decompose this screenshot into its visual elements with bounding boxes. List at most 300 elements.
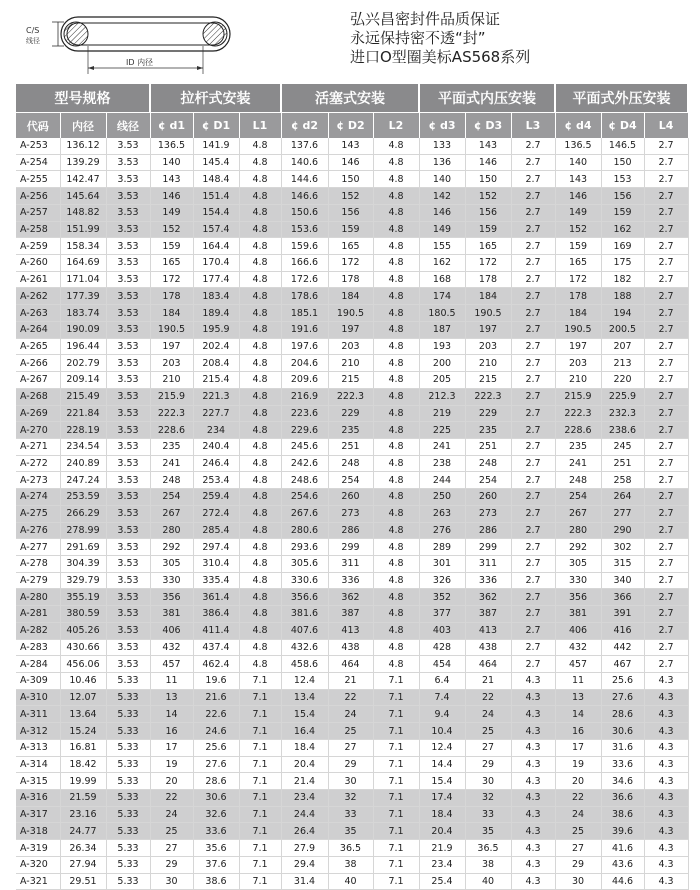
table-cell: 215 (465, 372, 511, 389)
table-cell: 4.8 (239, 305, 281, 322)
table-cell: 3.53 (106, 522, 150, 539)
table-cell: 4.8 (373, 238, 419, 255)
table-cell: 150 (465, 171, 511, 188)
table-cell: 2.7 (644, 204, 688, 221)
table-cell: 2.7 (511, 171, 555, 188)
table-cell: 13 (555, 689, 601, 706)
column-header: 代码 (16, 113, 60, 139)
table-cell: 311 (328, 555, 373, 572)
table-cell: A-282 (16, 622, 60, 639)
table-cell: 24.6 (193, 723, 239, 740)
table-cell: 24 (328, 706, 373, 723)
table-cell: A-277 (16, 539, 60, 556)
cs-label: C/S (26, 26, 40, 35)
table-cell: 31.4 (281, 873, 328, 890)
column-header: 线径 (106, 113, 150, 139)
table-cell: 30 (328, 773, 373, 790)
table-cell: 207 (601, 338, 644, 355)
table-cell: A-279 (16, 572, 60, 589)
table-cell: A-319 (16, 840, 60, 857)
table-row (16, 505, 688, 522)
table-cell: 4.8 (239, 355, 281, 372)
table-cell: 336 (328, 572, 373, 589)
table-cell: 4.8 (239, 505, 281, 522)
table-cell: 215.9 (555, 388, 601, 405)
table-cell: 213 (601, 355, 644, 372)
table-cell: 234 (193, 422, 239, 439)
table-cell: 4.8 (373, 555, 419, 572)
table-cell: 254.6 (281, 489, 328, 506)
table-cell: 4.8 (239, 639, 281, 656)
table-cell: 4.3 (511, 739, 555, 756)
oring-cross-section-diagram (8, 8, 248, 78)
table-cell: 3.53 (106, 388, 150, 405)
table-cell: A-318 (16, 823, 60, 840)
column-header: ¢ d3 (419, 113, 465, 139)
table-cell: 403 (419, 622, 465, 639)
table-cell: 4.8 (373, 188, 419, 205)
table-cell: 267 (150, 505, 193, 522)
table-cell: 4.8 (373, 589, 419, 606)
table-cell: 241 (150, 455, 193, 472)
table-cell: 254 (465, 472, 511, 489)
table-cell: 178 (555, 288, 601, 305)
table-cell: 4.8 (239, 238, 281, 255)
table-cell: 242.6 (281, 455, 328, 472)
table-cell: 3.53 (106, 555, 150, 572)
table-cell: 3.53 (106, 589, 150, 606)
table-cell: A-284 (16, 656, 60, 673)
table-cell: 2.7 (644, 388, 688, 405)
table-cell: 43.6 (601, 856, 644, 873)
table-cell: A-311 (16, 706, 60, 723)
table-cell: 203 (328, 338, 373, 355)
table-cell: 3.53 (106, 188, 150, 205)
table-cell: 278.99 (60, 522, 106, 539)
table-cell: 12.4 (281, 673, 328, 690)
table-cell: 21 (465, 673, 511, 690)
table-cell: 16.4 (281, 723, 328, 740)
table-cell: 4.8 (373, 472, 419, 489)
table-cell: 2.7 (511, 639, 555, 656)
table-cell: 3.53 (106, 221, 150, 238)
table-cell: 25 (555, 823, 601, 840)
table-cell: A-283 (16, 639, 60, 656)
table-cell: 2.7 (511, 606, 555, 623)
table-cell: 2.7 (511, 539, 555, 556)
table-cell: 26.4 (281, 823, 328, 840)
table-cell: 22 (555, 790, 601, 807)
table-cell: 4.8 (373, 154, 419, 171)
table-cell: 4.3 (644, 756, 688, 773)
table-cell: 263 (419, 505, 465, 522)
table-cell: 16.81 (60, 739, 106, 756)
table-cell: A-312 (16, 723, 60, 740)
table-cell: 245 (601, 438, 644, 455)
table-cell: 7.4 (419, 689, 465, 706)
group-header: 型号规格 (16, 84, 150, 113)
table-cell: 2.7 (644, 188, 688, 205)
table-cell: A-269 (16, 405, 60, 422)
table-cell: 190.5 (150, 321, 193, 338)
table-row (16, 154, 688, 171)
table-cell: 178.6 (281, 288, 328, 305)
table-cell: 148.4 (193, 171, 239, 188)
table-cell: 31.6 (601, 739, 644, 756)
table-cell: 203 (150, 355, 193, 372)
table-cell: 438 (328, 639, 373, 656)
table-cell: 245.6 (281, 438, 328, 455)
table-cell: 362 (328, 589, 373, 606)
table-cell: 4.8 (239, 288, 281, 305)
table-cell: 12.07 (60, 689, 106, 706)
table-cell: 2.7 (644, 505, 688, 522)
table-cell: 5.33 (106, 673, 150, 690)
table-cell: 7.1 (373, 706, 419, 723)
table-cell: 222.3 (150, 405, 193, 422)
table-cell: 2.7 (511, 622, 555, 639)
table-row (16, 606, 688, 623)
table-cell: 37.6 (193, 856, 239, 873)
table-cell: 4.8 (373, 221, 419, 238)
table-row (16, 572, 688, 589)
table-cell: 305.6 (281, 555, 328, 572)
table-cell: 146 (150, 188, 193, 205)
table-cell: A-263 (16, 305, 60, 322)
table-cell: 2.7 (644, 572, 688, 589)
table-cell: A-320 (16, 856, 60, 873)
table-cell: 18.4 (281, 739, 328, 756)
table-cell: 164.4 (193, 238, 239, 255)
table-cell: 2.7 (511, 321, 555, 338)
table-cell: 264 (601, 489, 644, 506)
table-cell: 3.53 (106, 422, 150, 439)
table-cell: 146.6 (281, 188, 328, 205)
table-cell: A-272 (16, 455, 60, 472)
table-cell: 362 (465, 589, 511, 606)
table-cell: 159 (150, 238, 193, 255)
column-header: ¢ D4 (601, 113, 644, 139)
table-cell: 2.7 (644, 422, 688, 439)
table-cell: 17 (555, 739, 601, 756)
table-cell: 260 (465, 489, 511, 506)
table-cell: 352 (419, 589, 465, 606)
table-row (16, 271, 688, 288)
table-cell: 4.3 (644, 806, 688, 823)
table-cell: 21.4 (281, 773, 328, 790)
table-cell: 438 (465, 639, 511, 656)
table-cell: 27.9 (281, 840, 328, 857)
group-header: 活塞式安装 (281, 84, 419, 113)
table-cell: 29 (465, 756, 511, 773)
table-cell: 4.8 (373, 204, 419, 221)
table-cell: 432 (150, 639, 193, 656)
table-cell: 19.6 (193, 673, 239, 690)
column-header: ¢ d4 (555, 113, 601, 139)
column-header: ¢ D2 (328, 113, 373, 139)
table-cell: 2.7 (644, 539, 688, 556)
table-cell: 196.44 (60, 338, 106, 355)
table-cell: 356.6 (281, 589, 328, 606)
table-cell: 4.8 (239, 472, 281, 489)
table-cell: 28.6 (601, 706, 644, 723)
column-header-row (16, 113, 688, 139)
table-cell: 454 (419, 656, 465, 673)
table-cell: 7.1 (373, 806, 419, 823)
table-cell: 219 (419, 405, 465, 422)
table-cell: 4.8 (239, 555, 281, 572)
table-cell: 280 (150, 522, 193, 539)
table-cell: 18.42 (60, 756, 106, 773)
table-cell: 24 (150, 806, 193, 823)
table-cell: 2.7 (511, 204, 555, 221)
table-row (16, 622, 688, 639)
table-cell: 27.6 (601, 689, 644, 706)
table-cell: 3.53 (106, 572, 150, 589)
table-cell: 7.1 (239, 723, 281, 740)
table-cell: 146 (465, 154, 511, 171)
id-label: ID 内径 (126, 58, 154, 67)
table-cell: 5.33 (106, 756, 150, 773)
table-cell: 21.9 (419, 840, 465, 857)
table-cell: 209.14 (60, 372, 106, 389)
table-cell: 251 (328, 438, 373, 455)
table-cell: 228.19 (60, 422, 106, 439)
table-cell: 4.8 (373, 388, 419, 405)
table-cell: A-261 (16, 271, 60, 288)
table-cell: 21.59 (60, 790, 106, 807)
table-cell: 172 (150, 271, 193, 288)
table-cell: 3.53 (106, 639, 150, 656)
table-cell: 311 (465, 555, 511, 572)
table-cell: 209.6 (281, 372, 328, 389)
table-cell: 430.66 (60, 639, 106, 656)
table-body (16, 138, 688, 890)
table-cell: 148.82 (60, 204, 106, 221)
table-cell: 197 (150, 338, 193, 355)
table-cell: 225.9 (601, 388, 644, 405)
table-cell: 27 (150, 840, 193, 857)
table-cell: 2.7 (644, 438, 688, 455)
table-cell: 4.8 (239, 171, 281, 188)
table-cell: 13.4 (281, 689, 328, 706)
right-section-icon (203, 22, 227, 46)
table-cell: 22 (328, 689, 373, 706)
table-cell: 235 (328, 422, 373, 439)
table-row (16, 840, 688, 857)
table-cell: 299 (328, 539, 373, 556)
table-cell: 221.84 (60, 405, 106, 422)
table-cell: 39.6 (601, 823, 644, 840)
table-cell: 169 (601, 238, 644, 255)
table-cell: 2.7 (644, 622, 688, 639)
table-cell: 292 (555, 539, 601, 556)
table-row (16, 823, 688, 840)
table-cell: 154.4 (193, 204, 239, 221)
table-cell: 23.4 (281, 790, 328, 807)
table-cell: 10.4 (419, 723, 465, 740)
table-cell: 210 (150, 372, 193, 389)
table-cell: 2.7 (511, 355, 555, 372)
table-row (16, 388, 688, 405)
table-cell: 15.4 (281, 706, 328, 723)
table-cell: 152 (555, 221, 601, 238)
table-cell: 156 (601, 188, 644, 205)
column-header: L2 (373, 113, 419, 139)
table-cell: A-321 (16, 873, 60, 890)
table-cell: 22.6 (193, 706, 239, 723)
table-cell: A-260 (16, 255, 60, 272)
table-cell: A-259 (16, 238, 60, 255)
table-cell: 4.3 (511, 840, 555, 857)
table-cell: 335.4 (193, 572, 239, 589)
table-cell: 5.33 (106, 873, 150, 890)
table-cell: 30 (555, 873, 601, 890)
table-cell: 190.5 (328, 305, 373, 322)
table-cell: 21.6 (193, 689, 239, 706)
table-cell: 4.3 (511, 856, 555, 873)
table-cell: 4.8 (373, 321, 419, 338)
table-cell: 5.33 (106, 706, 150, 723)
table-cell: 144.6 (281, 171, 328, 188)
table-cell: 467 (601, 656, 644, 673)
table-cell: 4.8 (239, 271, 281, 288)
table-row (16, 355, 688, 372)
table-cell: 4.8 (239, 372, 281, 389)
table-cell: 377 (419, 606, 465, 623)
table-cell: A-264 (16, 321, 60, 338)
table-cell: 3.53 (106, 255, 150, 272)
table-cell: 2.7 (644, 154, 688, 171)
table-cell: 276 (419, 522, 465, 539)
table-cell: 165 (328, 238, 373, 255)
table-cell: 248.6 (281, 472, 328, 489)
table-cell: 292 (150, 539, 193, 556)
table-cell: 151.99 (60, 221, 106, 238)
table-row (16, 238, 688, 255)
table-cell: 299 (465, 539, 511, 556)
group-header: 拉杆式安装 (150, 84, 281, 113)
table-cell: A-257 (16, 204, 60, 221)
table-cell: 19.99 (60, 773, 106, 790)
table-cell: 361.4 (193, 589, 239, 606)
table-cell: 4.8 (239, 138, 281, 154)
table-cell: 142.47 (60, 171, 106, 188)
table-cell: 35 (328, 823, 373, 840)
table-row (16, 589, 688, 606)
table-row (16, 288, 688, 305)
table-cell: 142 (419, 188, 465, 205)
table-row (16, 321, 688, 338)
table-cell: 4.8 (239, 255, 281, 272)
table-cell: A-280 (16, 589, 60, 606)
table-cell: 6.4 (419, 673, 465, 690)
table-cell: 340 (601, 572, 644, 589)
table-cell: 7.1 (239, 840, 281, 857)
table-cell: 380.59 (60, 606, 106, 623)
table-cell: 366 (601, 589, 644, 606)
table-cell: 4.3 (511, 723, 555, 740)
table-cell: 136.5 (555, 138, 601, 154)
table-cell: A-313 (16, 739, 60, 756)
table-cell: 152 (465, 188, 511, 205)
table-cell: 3.53 (106, 622, 150, 639)
table-cell: 285.4 (193, 522, 239, 539)
table-cell: 4.8 (373, 606, 419, 623)
table-cell: 30.6 (601, 723, 644, 740)
table-cell: 38.6 (193, 873, 239, 890)
table-cell: 277 (601, 505, 644, 522)
table-cell: 140 (419, 171, 465, 188)
table-cell: 146 (328, 154, 373, 171)
table-row (16, 673, 688, 690)
table-row (16, 555, 688, 572)
column-header: ¢ D3 (465, 113, 511, 139)
table-cell: 7.1 (239, 756, 281, 773)
table-row (16, 656, 688, 673)
table-cell: 4.8 (373, 639, 419, 656)
table-cell: 4.3 (644, 790, 688, 807)
table-cell: 4.3 (644, 739, 688, 756)
table-cell: 16 (150, 723, 193, 740)
table-cell: 4.8 (373, 171, 419, 188)
table-cell: 4.8 (239, 656, 281, 673)
table-cell: 254 (555, 489, 601, 506)
table-cell: 140 (150, 154, 193, 171)
table-cell: 205 (419, 372, 465, 389)
table-cell: 336 (465, 572, 511, 589)
table-cell: 3.53 (106, 606, 150, 623)
table-cell: 305 (150, 555, 193, 572)
table-cell: A-268 (16, 388, 60, 405)
table-cell: 222.3 (555, 405, 601, 422)
table-cell: 235 (555, 438, 601, 455)
table-cell: 193 (419, 338, 465, 355)
table-cell: 7.1 (239, 790, 281, 807)
table-row (16, 639, 688, 656)
table-cell: 17 (150, 739, 193, 756)
table-cell: 137.6 (281, 138, 328, 154)
table-cell: 4.3 (511, 673, 555, 690)
table-cell: 172 (328, 255, 373, 272)
table-cell: 165 (150, 255, 193, 272)
table-cell: A-273 (16, 472, 60, 489)
table-cell: 4.8 (373, 656, 419, 673)
table-cell: A-266 (16, 355, 60, 372)
table-cell: 15.24 (60, 723, 106, 740)
table-cell: 178 (150, 288, 193, 305)
table-cell: 4.8 (373, 489, 419, 506)
table-cell: 32 (465, 790, 511, 807)
table-cell: 27.94 (60, 856, 106, 873)
table-cell: 20 (555, 773, 601, 790)
table-cell: 188 (601, 288, 644, 305)
table-cell: 2.7 (644, 305, 688, 322)
table-cell: 25 (465, 723, 511, 740)
table-cell: 291.69 (60, 539, 106, 556)
table-cell: 3.53 (106, 472, 150, 489)
column-header: ¢ d1 (150, 113, 193, 139)
table-cell: A-267 (16, 372, 60, 389)
table-cell: 29.51 (60, 873, 106, 890)
table-cell: A-310 (16, 689, 60, 706)
table-cell: 229 (328, 405, 373, 422)
table-cell: 40 (328, 873, 373, 890)
table-cell: 3.53 (106, 405, 150, 422)
table-cell: 141.9 (193, 138, 239, 154)
table-cell: 204.6 (281, 355, 328, 372)
table-cell: 149 (555, 204, 601, 221)
